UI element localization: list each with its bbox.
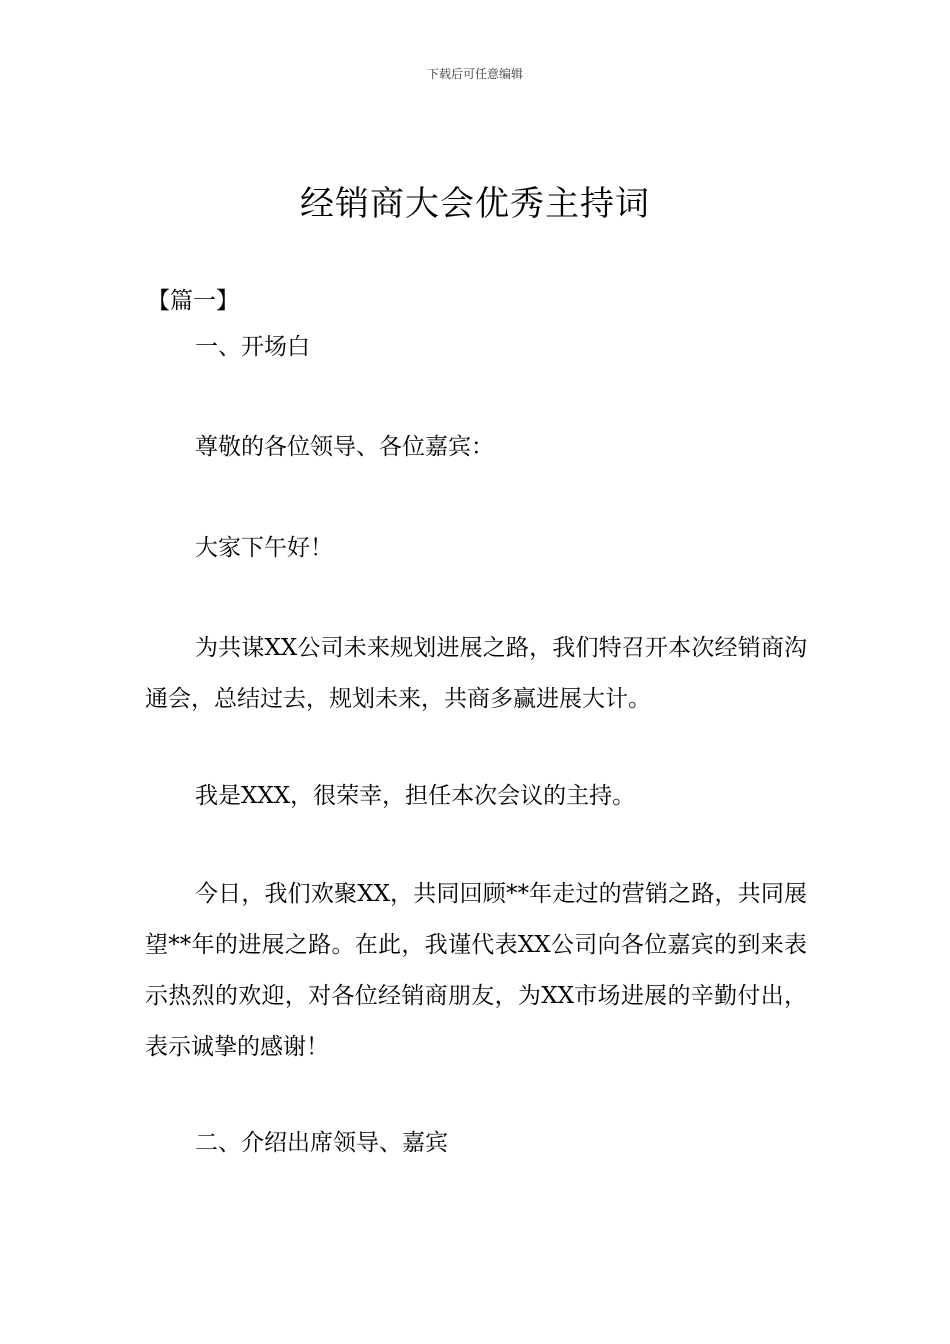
paragraph-guests-heading: 二、介绍出席领导、嘉宾	[195, 1130, 448, 1156]
paragraph-host-intro: 我是XXX，很荣幸，担任本次会议的主持。	[195, 783, 636, 809]
section-tag: 【篇一】	[147, 288, 239, 314]
paragraph-purpose: 为共谋XX公司未来规划进展之路，我们特召开本次经销商沟通会，总结过去，规划未来，共商多赢进展大计。	[145, 635, 807, 712]
paragraph-salutation: 尊敬的各位领导、各位嘉宾：	[195, 434, 494, 460]
paragraph-opening-heading: 一、开场白	[195, 334, 310, 360]
paragraph-welcome: 今日，我们欢聚XX，共同回顾**年走过的营销之路，共同展望**年的进展之路。在此，我谨代表XX公司向各位嘉宾的到来表示热烈的欢迎，对各位经销商朋友，为XX市场进展的辛勤付出，表示诚挚的感谢！	[145, 881, 807, 1060]
document-title: 经销商大会优秀主持词	[300, 184, 650, 224]
header-note: 下载后可任意编辑	[426, 67, 523, 81]
paragraph-greeting: 大家下午好！	[195, 535, 333, 561]
